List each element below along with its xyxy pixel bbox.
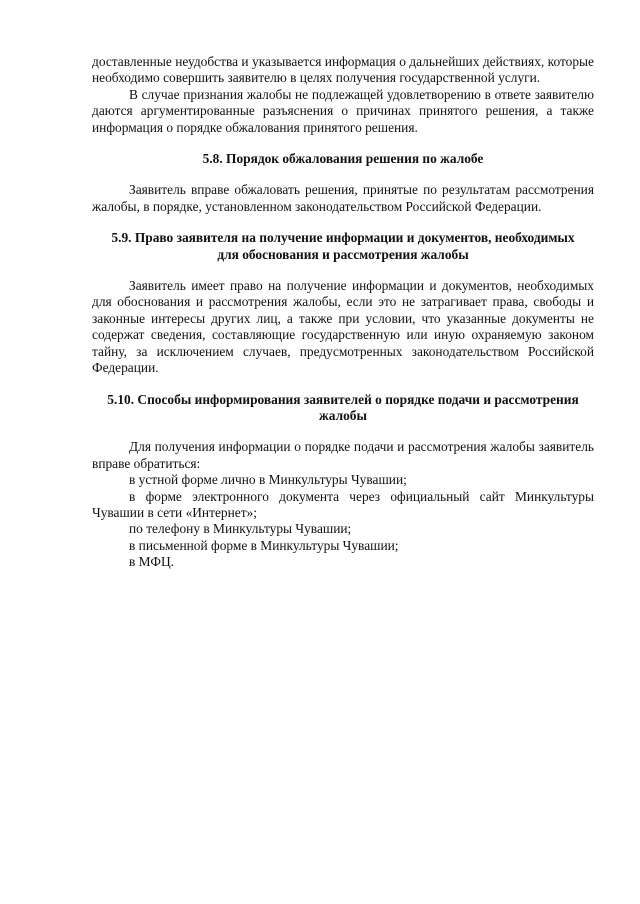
spacer: [92, 167, 594, 182]
section-5-9-paragraph: Заявитель имеет право на получение информации и документов, необходимых для обоснования и рассмотрения жалобы, если это не затрагивает права, свободы и законные интересы других лиц, а также при условии, что указанные документы не содержат сведения, составляющие государственную или иную охраняемую законом тайну, за исключением случаев, предусмотренных законодательством Российской Федерации.: [92, 278, 594, 376]
spacer: [92, 377, 594, 392]
spacer: [92, 215, 594, 230]
list-item: в форме электронного документа через официальный сайт Минкультуры Чувашии в сети «Интернет»;: [92, 488, 594, 520]
section-5-8-paragraph: Заявитель вправе обжаловать решения, принятые по результатам рассмотрения жалобы, в порядке, установленном законодательством Российской Федерации.: [92, 182, 594, 214]
spacer: [92, 263, 594, 278]
continuation-paragraph: доставленные неудобства и указывается информация о дальнейших действиях, которые необходимо совершить заявителю в целях получения государственной услуги.: [92, 54, 594, 86]
section-5-8-heading: 5.8. Порядок обжалования решения по жалобе: [202, 151, 484, 167]
section-5-10-heading: [92, 392, 594, 425]
list-item: в МФЦ.: [129, 554, 174, 570]
rejection-paragraph: В случае признания жалобы не подлежащей удовлетворению в ответе заявителю даются аргументированные разъяснения о причинах принятого решения, а также информация о порядке обжалования принятого решения.: [92, 86, 594, 135]
spacer: [92, 424, 594, 439]
spacer: [92, 136, 594, 151]
section-5-9-heading-line2: для обоснования и рассмотрения жалобы: [217, 246, 469, 262]
section-5-9-heading: [92, 230, 594, 263]
section-5-10-heading-line2: жалобы: [319, 407, 367, 423]
list-item: в письменной форме в Минкультуры Чувашии;: [129, 537, 399, 553]
list-item: в устной форме лично в Минкультуры Чувашии;: [129, 472, 407, 488]
section-5-10-heading-line1: 5.10. Способы информирования заявителей о порядке подачи и рассмотрения: [107, 391, 579, 407]
list-item: по телефону в Минкультуры Чувашии;: [129, 521, 352, 537]
section-5-10-intro: Для получения информации о порядке подачи и рассмотрения жалобы заявитель вправе обратиться:: [92, 439, 594, 471]
section-5-9-heading-line1: 5.9. Право заявителя на получение информации и документов, необходимых: [111, 230, 575, 246]
